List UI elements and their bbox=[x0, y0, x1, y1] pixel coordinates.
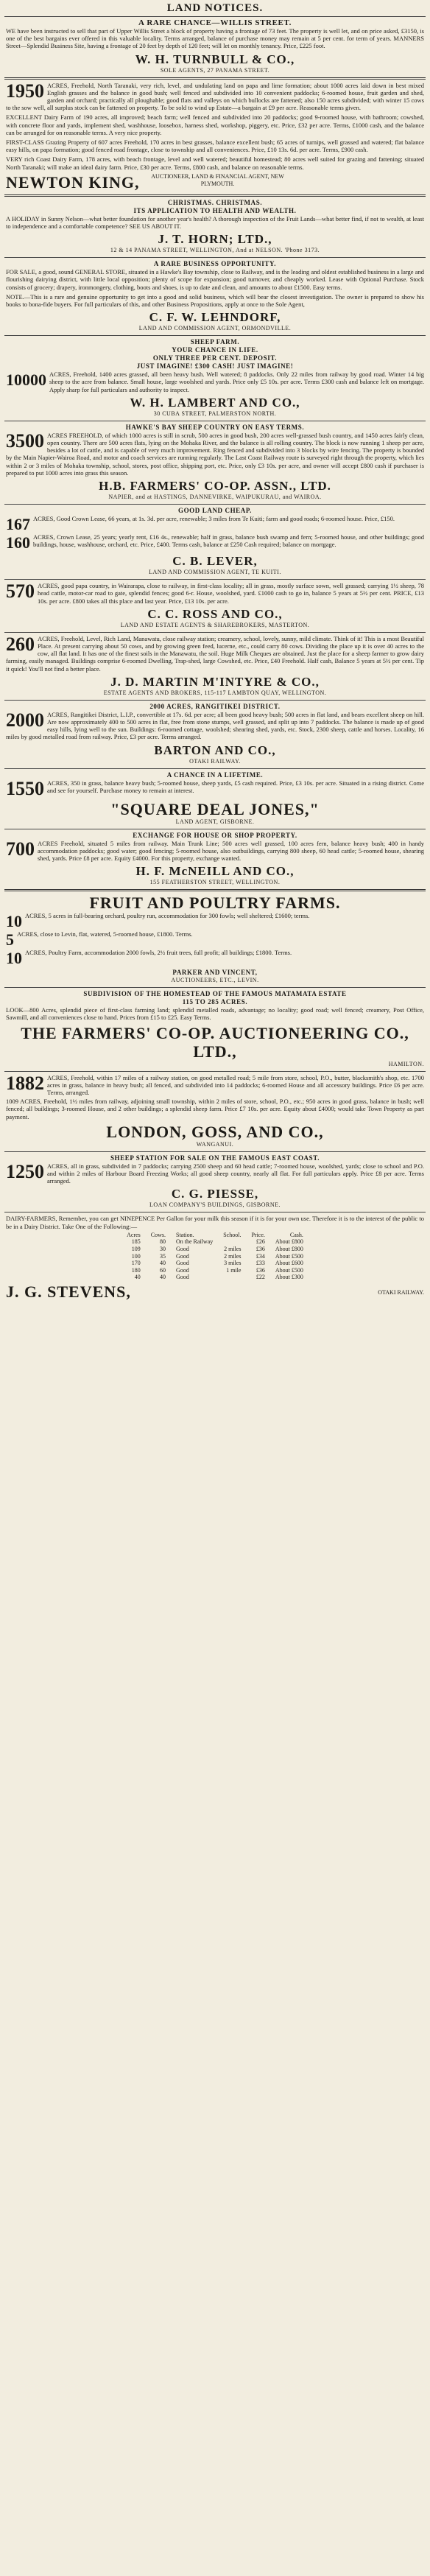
table-cell: 185 bbox=[131, 1238, 141, 1246]
ad-headline: SHEEP STATION FOR SALE ON THE FAMOUS EAST COAST. bbox=[110, 1154, 320, 1162]
ad-subheadline-3: JUST IMAGINE! £300 CASH! JUST IMAGINE! bbox=[136, 362, 294, 371]
ad-headline: FRUIT AND POULTRY FARMS. bbox=[89, 894, 341, 913]
ad-subheadline: 115 TO 285 ACRES. bbox=[182, 998, 248, 1006]
advertiser-name: C. F. W. LEHNDORF, bbox=[149, 310, 281, 325]
advertiser-name: C. C. ROSS AND CO., bbox=[147, 606, 283, 621]
table-cell: About £500 bbox=[275, 1266, 303, 1274]
advertiser-name: J. D. MARTIN M'INTYRE & CO., bbox=[110, 674, 320, 689]
ad-headline: 2000 ACRES, RANGITIKEI DISTRICT. bbox=[149, 702, 281, 710]
advertiser-address: LOAN COMPANY'S BUILDINGS, GISBORNE. bbox=[149, 1201, 281, 1209]
table-cell: About £600 bbox=[275, 1260, 303, 1267]
table-cell: 80 bbox=[160, 1238, 166, 1246]
acreage-lead: 2000 bbox=[6, 709, 44, 731]
ad-newton-king bbox=[4, 77, 426, 194]
ad-body: ACRES, Freehold, Level, Rich Land, Manawatu, close railway station; creamery, school, lovely, sunny, mild climate. Think of it! This is a most Beautiful Place. At present carrying about 50 cows, and by growing green feed, lucerne, etc., could carry 80 cows. Dividing the place up it is over 40 acres to the cow, all flat land. It has one of the finest soils in the Manawatu, the soil. Huge Milk Cheques are obtained. Just the place for a sheep farmer to grow dairy farming, easily managed. Buildings comprise 6-roomed Dwelling, Trap-shed, large Cowshed, etc. Price, £40 Freehold. Half cash, Balance 5 years at 5½ per cent. Tip it quick! You'll not find a better place. bbox=[6, 634, 424, 673]
advertiser-name: NEWTON KING, bbox=[6, 172, 140, 192]
advertiser-address: LAND AND COMMISSION AGENT, ORMONDVILLE. bbox=[138, 325, 292, 332]
advertiser-address: 30 CUBA STREET, PALMERSTON NORTH. bbox=[153, 410, 277, 417]
acreage-lead: 570 bbox=[6, 580, 35, 603]
advertiser-address: HAMILTON. bbox=[388, 1060, 424, 1067]
table-cell: 60 bbox=[160, 1266, 166, 1274]
advertiser-name: THE FARMERS' CO-OP. AUCTIONEERING CO., LTD., bbox=[21, 1023, 409, 1061]
table-cell: 40 bbox=[160, 1260, 166, 1267]
dairy-table-body bbox=[121, 1238, 309, 1281]
ad-rangitikei-barton bbox=[4, 700, 426, 768]
table-cell: 170 bbox=[131, 1260, 141, 1267]
ad-body: A HOLIDAY in Sunny Nelson—what better foundation for another year's health? A thorough inspection of the Fruit Lands—what better find, if not to wealth, at least to independence and a comfortable competence? SEE US ABOUT IT. bbox=[6, 214, 424, 231]
ad-manawatu-mintyre bbox=[4, 632, 426, 700]
ad-sheep-farm-lambert bbox=[4, 335, 426, 421]
acreage-lead-2: 160 bbox=[6, 533, 30, 552]
ad-body: ACRES FREEHOLD, of which 1000 acres is still in scrub, 500 acres in good bush, 200 acres well-grassed bush country, and 1450 acres fairly clean, open country. There are 500 acres flats, lying on the Mohaka River, and the balance is all rolling country. The block is now running 1 sheep per acre, besides a lot of cattle, and is capable of very much improvement. Ring fenced and subdivided into 3 blocks by wire fencing. The property is bounded by the Main Napier-Wairoa Road, and motor and coach services are running regularly. The Last Coast Railway route is surveyed right through the property, which lies within 2 or 3 miles of Mohaka township, school, stores, post office, shipping port, etc. Price, only £3 10s. per acre, and owner will accept £800 cash if purchaser is prepared to put 1000 acres into grass this season. bbox=[6, 431, 424, 477]
advertiser-name: W. H. TURNBULL & CO., bbox=[135, 52, 295, 66]
table-header-cell: Acres bbox=[127, 1231, 141, 1238]
table-cell: 109 bbox=[131, 1245, 141, 1252]
ad-body-2: 1009 ACRES, Freehold, 1½ miles from railway, adjoining small township, within 2 miles of store, school, P.O., etc.; 950 acres in good grass, balance in bush; well fenced; all buildings; 3-roomed House, and 2 other buildings; a splendid sheep farm. Price £7 10s. per acre. Equity about £4000; would take Town Property as part payment. bbox=[6, 1098, 424, 1120]
ad-body-2: ACRES, Crown Lease, 25 years; yearly rent, £16 4s., renewable; half in grass, balance bush swamp and fern; 5-roomed house, and other buildings; good buildings, house, washhouse, orchard, etc. Price, £400. Terms cash, balance at £250 Cash required; balance on mortgage. bbox=[33, 533, 424, 549]
ad-headline: A RARE CHANCE—WILLIS STREET. bbox=[138, 18, 292, 27]
ad-hawkes-bay-sheep bbox=[4, 421, 426, 504]
ad-body: ACRES, good papa country, in Wairarapa, close to railway, in first-class locality; all in grass, mostly surface sown, well grassed; carrying 1½ sheep, 78 head cattle, motor-car road to gate, splendid fences; good 6-r. House, woolshed, yard. £1000 cash to go in, balance 5 years at 5½ per cent. PRICE, £13 10s. per acre. £800 takes all this place and last year. Price, £13 10s. per acre. bbox=[38, 582, 424, 605]
table-cell: Good bbox=[176, 1274, 189, 1281]
advertiser-address: WANGANUI. bbox=[196, 1140, 234, 1148]
advertiser-name: H. F. McNEILL AND CO., bbox=[135, 864, 295, 879]
advertiser-name: J. G. STEVENS, bbox=[6, 1282, 131, 1301]
acreage-lead: 260 bbox=[6, 633, 35, 655]
advertiser-name: C. G. PIESSE, bbox=[171, 1187, 259, 1201]
table-cell: Good bbox=[176, 1260, 189, 1267]
table-cell bbox=[218, 1238, 246, 1246]
ad-headline: EXCHANGE FOR HOUSE OR SHOP PROPERTY. bbox=[133, 831, 297, 839]
table-cell: 2 miles bbox=[224, 1252, 242, 1260]
advertiser-name: LONDON, GOSS, AND CO., bbox=[106, 1122, 324, 1141]
ad-body-3: ACRES, Poultry Farm, accommodation 2000 fowls, 2½ fruit trees, full profit; all buildings; £1800. Terms. bbox=[25, 949, 292, 957]
table-cell: £22 bbox=[255, 1274, 265, 1281]
table-cell: £36 bbox=[255, 1266, 265, 1274]
table-header-cell: Cash. bbox=[289, 1231, 303, 1238]
acreage-lead: 1882 bbox=[6, 1072, 44, 1094]
advertiser-name: J. T. HORN; LTD., bbox=[158, 232, 272, 247]
table-cell: Good bbox=[176, 1266, 189, 1274]
acreage-lead: 3500 bbox=[6, 429, 44, 452]
table-cell: 1 mile bbox=[226, 1266, 242, 1274]
ad-dairy-stevens bbox=[4, 1212, 426, 1304]
table-cell bbox=[218, 1274, 246, 1281]
ad-body: ACRES, 5 acres in full-bearing orchard, poultry run, accommodation for 300 fowls; well sheltered; £1600; terms. bbox=[25, 912, 310, 920]
table-cell: On the Railway bbox=[176, 1238, 214, 1246]
table-cell: Good bbox=[176, 1252, 189, 1260]
advertiser-name: H.B. FARMERS' CO-OP. ASSN., LTD. bbox=[99, 479, 331, 494]
ad-body-2: NOTE.—This is a rare and genuine opportunity to get into a good and solid business, which will bear the closest investigation. The owner is prepared to show his books to bona-fide buyers. For full particulars of this, and other Business Propositions, apply at once to the Sole Agent, bbox=[6, 292, 424, 309]
acreage-lead-2: 5 bbox=[6, 930, 14, 950]
table-cell: £26 bbox=[255, 1238, 265, 1246]
advertiser-name: PARKER AND VINCENT, bbox=[172, 969, 258, 977]
advertiser-name: BARTON AND CO., bbox=[154, 743, 276, 757]
ad-christmas-horn bbox=[4, 194, 426, 257]
ad-body: ACRES, Freehold, North Taranaki, very rich, level, and undulating land on papa and lime formation; about 1000 acres laid down in best mixed English grasses and the balance in good bush; well fenced and subdivided into 10 convenient paddocks; 6-roomed house, fruit garden and shed, garden and orchard; practically all ploughable; good flats and valleys on which bullocks are fattened; also 150 acres subdivided; with winter 15 cows to the sow well, all surplus stock can be fattened on property. To be sold to wind up Estate—a bargain at £9 per acre. Reasonable terms given. bbox=[6, 81, 424, 112]
ad-body-2: EXCELLENT Dairy Farm of 190 acres, all improved; beach farm; well fenced and subdivided into 20 paddocks; good 9-roomed house, with bathroom; cowshed, with concrete floor and yards, implement shed, washhouse, loosebox, harness shed, workshop, piggery, etc. Price, £32 per acre. Terms, £1000 cash, and the balance can be arranged for on reasonable terms. A very nice property. bbox=[6, 113, 424, 136]
ad-good-land-cheap bbox=[4, 504, 426, 579]
ad-body: LOOK—800 Acres, splendid piece of first-class farming land; splendid metalled roads, advantage; no locality; good road; well fenced; creamery, Post Office, Sawmill, and all conveniences close to hand. Prices from £15 to £25. Easy Terms. bbox=[6, 1006, 424, 1022]
acreage-lead: 1950 bbox=[6, 80, 44, 102]
table-cell: About £800 bbox=[275, 1245, 303, 1252]
advertiser-address: LAND AND ESTATE AGENTS & SHAREBROKERS, MASTERTON. bbox=[120, 621, 310, 628]
table-row bbox=[121, 1246, 309, 1253]
advertiser-address: LAND AND COMMISSION AGENT, TE KUITI. bbox=[149, 569, 281, 576]
acreage-lead: 1250 bbox=[6, 1160, 44, 1182]
ad-subheadline-2: ONLY THREE PER CENT. DEPOSIT. bbox=[152, 354, 278, 362]
ad-headline: CHRISTMAS. CHRISTMAS. bbox=[167, 198, 263, 206]
advertiser-name: W. H. LAMBERT AND CO., bbox=[130, 395, 300, 410]
advertiser-address: LAND AGENT, GISBORNE. bbox=[175, 818, 255, 825]
table-cell: 180 bbox=[131, 1266, 141, 1274]
ad-exchange-mcneill bbox=[4, 829, 426, 890]
acreage-lead: 10 bbox=[6, 912, 22, 931]
table-cell: £36 bbox=[255, 1245, 265, 1252]
dairy-farm-table bbox=[121, 1232, 309, 1281]
advertiser-address: OTAKI RAILWAY. bbox=[189, 757, 241, 765]
acreage-lead: 700 bbox=[6, 838, 35, 860]
table-header-row bbox=[121, 1232, 309, 1239]
ad-body: ACRES, Freehold, within 17 miles of a railway station, on good metalled road; 5 mile from store, school, P.O., butter, blacksmith's shop, etc. 1700 acres in grass, balance in heavy bush; all fenced, and subdivided into 14 paddocks; 6-roomed House and all accessory buildings. Price £6 per acre. Terms, arranged. bbox=[47, 1073, 424, 1096]
ad-body: ACRES, Rangitikei District, L.I.P., convertible at 17s. 6d. per acre; all been good heavy bush; 500 acres in flat land, and bears excellent sheep on hill. Are now approximately 400 to 500 acres in flat, free from stone stumps, well grassed, and split up into 7 paddocks. The balance is made up of good easy hills, lying well to the sun. Buildings: 6-roomed cottage, woolshed; shearing shed, yards, etc. Stock, 2300 sheep, cattle and horses. Locality, 16 miles by good metalled road from railway. Price, £3 per acre. Terms arranged. bbox=[6, 710, 424, 741]
ad-body-2: ACRES, close to Levin, flat, watered, 5-roomed house, £1800. Terms. bbox=[17, 930, 193, 938]
ad-square-deal-jones bbox=[4, 768, 426, 829]
table-cell: 2 miles bbox=[224, 1245, 242, 1252]
acreage-lead: 1550 bbox=[6, 777, 44, 799]
acreage-lead: 167 bbox=[6, 515, 30, 534]
ad-headline: A CHANCE IN A LIFETIME. bbox=[166, 771, 264, 779]
table-cell: £33 bbox=[255, 1260, 265, 1267]
advertiser-address: AUCTIONEER, LAND & FINANCIAL AGENT, NEW PLYMOUTH. bbox=[151, 172, 284, 187]
advertiser-name: "SQUARE DEAL JONES," bbox=[110, 799, 320, 818]
table-cell: 35 bbox=[160, 1252, 166, 1260]
ad-london-goss bbox=[4, 1071, 426, 1151]
ad-subheadline: ITS APPLICATION TO HEALTH AND WEALTH. bbox=[133, 206, 297, 214]
ad-fruit-poultry bbox=[4, 889, 426, 987]
ad-body: ACRES, 350 in grass, balance heavy bush; 5-roomed house, sheep yards, £5 cash required. Price, £3 10s. per acre. Situated in a rising district. Come and see for yourself. Purchase money to remain at interest. bbox=[47, 779, 424, 794]
table-cell: About £800 bbox=[275, 1238, 303, 1246]
ad-body: ACRES Freehold, situated 5 miles from railway. Main Trunk Line; 500 acres well grassed, 100 acres fern, balance heavy bush; 400 in handy accommodation paddocks; good water; good fencing; 5-roomed house, also outbuildings, carrying 800 sheep, 60 head cattle; 5-roomed house, shearing shed, yards. Price £8 per acre. Equity £4000. For this property, exchange wanted. bbox=[38, 839, 424, 862]
table-cell: 40 bbox=[160, 1274, 166, 1281]
ad-willis-street bbox=[4, 16, 426, 77]
ad-body: ACRES, Good Crown Lease, 66 years, at 1s. 3d. per acre, renewable; 3 miles from Te Kuiti; farm and good roads; 6-roomed house. Price, £150. bbox=[33, 515, 395, 523]
advertiser-address: OTAKI RAILWAY. bbox=[378, 1288, 424, 1296]
ad-wairarapa-ross bbox=[4, 579, 426, 632]
table-header-cell: Price. bbox=[251, 1231, 265, 1238]
table-cell: About £300 bbox=[275, 1274, 303, 1281]
ad-subheadline: YOUR CHANCE IN LIFE. bbox=[172, 346, 258, 354]
table-cell: 30 bbox=[160, 1245, 166, 1252]
ad-headline: SHEEP FARM. bbox=[190, 338, 240, 346]
table-cell: Good bbox=[176, 1245, 189, 1252]
page-title: LAND NOTICES. bbox=[166, 2, 264, 14]
ad-body-3: FIRST-CLASS Grazing Property of 607 acres Freehold, 170 acres in best grasses, balance excellent bush; 65 acres of turnips, well grassed and watered; flat balance easy hills, on papa formation; good fenced road frontage, close to township and all conveniences. Price, £10 13s. 6d. per acre. Terms, £900 cash. bbox=[6, 138, 424, 154]
advertiser-name: C. B. LEVER, bbox=[172, 554, 258, 569]
table-cell: £34 bbox=[255, 1252, 265, 1260]
table-row bbox=[121, 1274, 309, 1281]
advertiser-address: NAPIER, and at HASTINGS, DANNEVIRKE, WAIPUKURAU, and WAIROA. bbox=[108, 494, 322, 501]
advertiser-address: 12 & 14 PANAMA STREET, WELLINGTON, And at NELSON. 'Phone 3173. bbox=[110, 247, 320, 254]
table-cell: 3 miles bbox=[224, 1260, 242, 1267]
advertiser-address: 155 FEATHERSTON STREET, WELLINGTON. bbox=[149, 879, 281, 886]
ad-body-4: VERY rich Coast Dairy Farm, 178 acres, with beach frontage, level and well watered; beautiful homestead; 80 acres well suited for grazing and fattening; situated North Taranaki; will make an ideal dairy farm. Price, £30 per acre. Terms, £800 cash, and balance on reasonable terms. bbox=[6, 155, 424, 171]
ad-body: ACRES, all in grass, subdivided in 7 paddocks; carrying 2500 sheep and 60 head cattle; 7-roomed house, woolshed, yards; close to school and P.O. and within 2 miles of Harbour Board Freezing Works; all good sheep country, nearly all flat. For full particulars apply. Price £8 per acre. Terms arranged. bbox=[47, 1162, 424, 1185]
table-cell: 100 bbox=[131, 1252, 141, 1260]
ad-body: WE have been instructed to sell that part of Upper Willis Street a block of property having a frontage of 73 feet. The property is well let, and on price asked, £3150, is one of the best bargains ever offered in this valuable locality. Terms arranged, balance of purchase money may remain at 5 per cent. for term of years. MANNERS Street—Splendid Business Site, having a frontage of 20 feet by depth of 120 feet; will let on monthly tenancy. Price, £225 foot. bbox=[6, 27, 424, 50]
advertiser-address: ESTATE AGENTS AND BROKERS, 115-117 LAMBTON QUAY, WELLINGTON. bbox=[103, 689, 327, 696]
ad-east-coast-piesse bbox=[4, 1151, 426, 1212]
advertiser-address: AUCTIONEERS, ETC., LEVIN. bbox=[171, 977, 259, 984]
ad-matamata-estate bbox=[4, 987, 426, 1070]
acreage-lead-3: 10 bbox=[6, 949, 22, 968]
table-header-cell: School. bbox=[223, 1231, 242, 1238]
ad-headline: A RARE BUSINESS OPPORTUNITY. bbox=[153, 260, 277, 268]
table-header-cell: Station. bbox=[176, 1231, 194, 1238]
ad-headline: SUBDIVISION OF THE HOMESTEAD OF THE FAMOUS MATAMATA ESTATE bbox=[83, 990, 347, 998]
ad-general-store bbox=[4, 257, 426, 335]
ad-headline: HAWKE'S BAY SHEEP COUNTRY ON EASY TERMS. bbox=[125, 423, 305, 431]
table-header-cell: Cows. bbox=[150, 1231, 166, 1238]
ad-body: DAIRY-FARMERS, Remember, you can get NINEPENCE Per Gallon for your milk this season if it is for your own use. Therefore it is to the interest of the public to be in a Dairy District. Take One of the Following:— bbox=[6, 1215, 424, 1230]
table-cell: 40 bbox=[134, 1274, 141, 1281]
acreage-lead: 10000 bbox=[6, 371, 46, 390]
ad-headline: GOOD LAND CHEAP. bbox=[177, 507, 253, 515]
table-row bbox=[121, 1260, 309, 1267]
table-row bbox=[121, 1238, 309, 1246]
table-row bbox=[121, 1253, 309, 1260]
table-row bbox=[121, 1267, 309, 1274]
advertiser-address: SOLE AGENTS, 27 PANAMA STREET. bbox=[160, 66, 270, 74]
ad-body: FOR SALE, a good, sound GENERAL STORE, situated in a Hawke's Bay township, close to Railway, and is the leading and oldest established business in a large and flourishing dairying district, with little local opposition; plenty of scope for expansion; good turnover, and cheaply worked. Lease with Optional Purchase. Stock consists of grocery; drapery, ironmongery, clothing, boots and shoes, is up to date and clean, and amounts to about £1500. Easy terms. bbox=[6, 268, 424, 291]
table-cell: About £500 bbox=[275, 1252, 303, 1260]
ad-body: ACRES, Freehold, 1400 acres grassed, all been heavy bush. Well watered; 8 paddocks. Only 22 miles from railway by good road. Winter 14 big sheep to the acre from balance. Small house, large woolshed and yards. Price only £5 10s. per acre. Terms £300 cash and balance left on mortgage. Apply sharp for full particulars and authority to inspect. bbox=[49, 371, 424, 393]
